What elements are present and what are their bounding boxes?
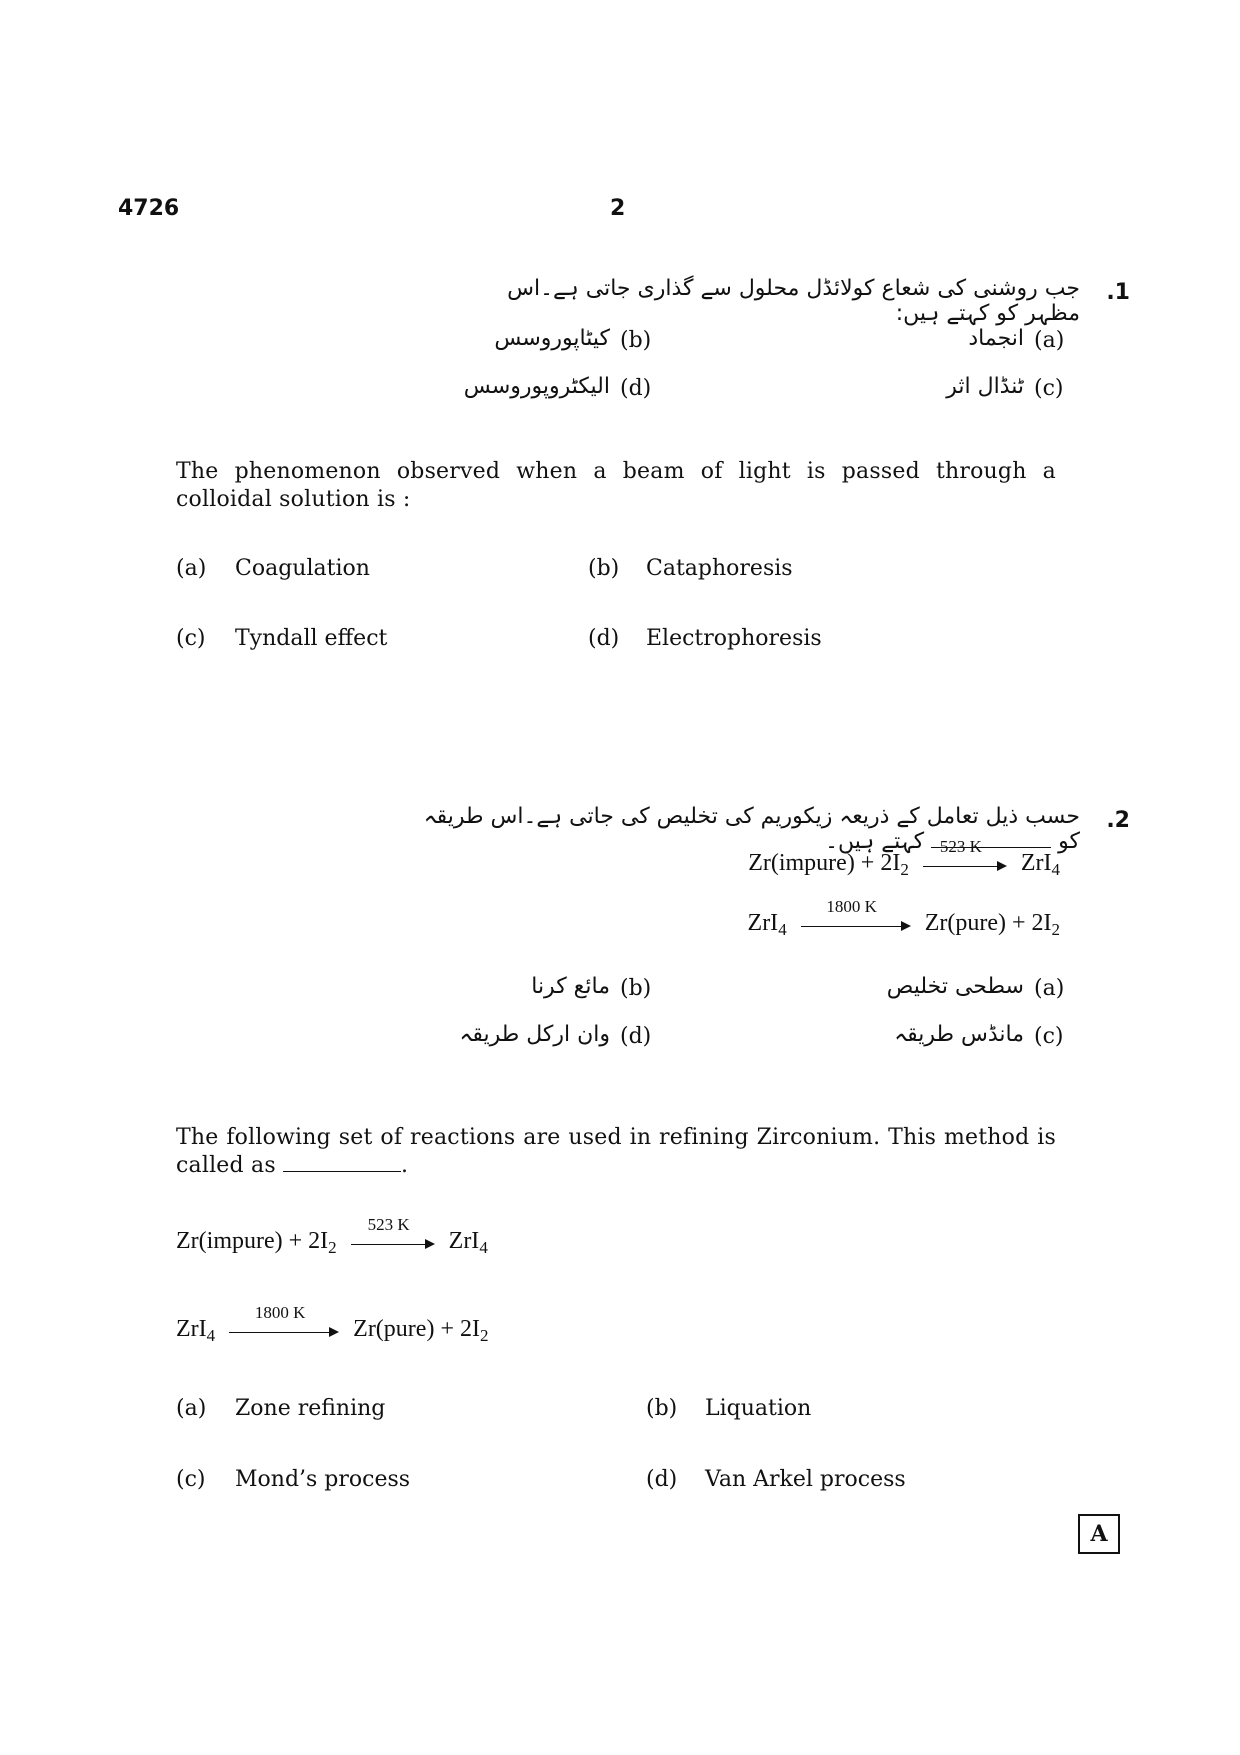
- q2-urdu-option-a-label: (a): [1034, 976, 1065, 1001]
- q2-reaction-2: ZrI$_4$ 1800 K Zr(pure) + $2I_2$: [176, 1303, 489, 1345]
- paper-code: 4726: [118, 196, 180, 221]
- reaction-arrow-icon: 1800 K: [229, 1323, 339, 1337]
- q1-option-d: Electrophoresis: [646, 626, 822, 651]
- q2-urdu-option-c-label: (c): [1034, 1024, 1064, 1049]
- q1-option-a-label: (a): [176, 556, 207, 581]
- q1-urdu-option-b: کیٹاپوروسس: [494, 326, 610, 351]
- booklet-code-box: A: [1078, 1514, 1120, 1554]
- q1-option-b-label: (b): [588, 556, 620, 581]
- q2-urdu-option-c: مانڈس طریقہ: [894, 1022, 1024, 1047]
- q2-urdu-reaction-2: ZrI$_4$ 1800 K Zr(pure) + $2I_2$: [747, 897, 1060, 939]
- q2-urdu-option-a: سطحی تخلیص: [886, 974, 1024, 999]
- q2-option-b-label: (b): [646, 1396, 678, 1421]
- q1-option-c: Tyndall effect: [235, 626, 388, 651]
- q1-urdu-option-c: ٹنڈال اثر: [946, 374, 1024, 399]
- reaction-arrow-icon: 523 K: [923, 857, 1007, 871]
- q2-urdu-option-b-label: (b): [620, 976, 652, 1001]
- q2-option-a: Zone refining: [235, 1396, 386, 1421]
- q2-urdu-reaction-1: Zr(impure) + $2I_2$ 523 K ZrI$_4$: [748, 837, 1060, 879]
- q2-option-b: Liquation: [705, 1396, 812, 1421]
- q1-urdu-question: جب روشنی کی شعاع کولائڈل محلول سے گذاری جاتی ہے۔اس مظہر کو کہتے ہیں:: [507, 276, 1080, 326]
- q2-english-question-main: The following set of reactions are used in refining Zirconium. This method is called as: [176, 1125, 1056, 1178]
- q1-english-question: The phenomenon observed when a beam of light is passed through a colloidal solution is :: [176, 459, 1056, 512]
- q2-option-d: Van Arkel process: [705, 1467, 906, 1492]
- q1-urdu-option-d: الیکٹروپوروسس: [463, 374, 610, 399]
- q2-english-blank: [283, 1153, 401, 1172]
- q1-urdu-option-a-label: (a): [1034, 328, 1065, 353]
- q2-urdu-question-part1: حسب ذیل تعامل کے ذریعہ زیکوریم کی تخلیص کی جاتی ہے۔اس طریقہ کو: [423, 804, 1080, 854]
- q2-option-c-label: (c): [176, 1467, 206, 1492]
- q2-urdu-option-d: وان ارکل طریقہ: [459, 1022, 610, 1047]
- q2-english-question: The following set of reactions are used in refining Zirconium. This method is called as .: [176, 1125, 1056, 1178]
- q1-urdu-option-d-label: (d): [620, 376, 652, 401]
- q1-option-d-label: (d): [588, 626, 620, 651]
- q1-urdu-option-c-label: (c): [1034, 376, 1064, 401]
- q1-urdu-option-a: انجماد: [968, 326, 1024, 351]
- q2-option-a-label: (a): [176, 1396, 207, 1421]
- reaction-arrow-icon: 1800 K: [801, 917, 911, 931]
- page-number: 2: [610, 196, 626, 221]
- q1-number: .1: [1106, 280, 1130, 305]
- q2-option-d-label: (d): [646, 1467, 678, 1492]
- q2-urdu-question-part2: کہتے ہیں۔: [825, 829, 925, 854]
- q2-urdu-option-d-label: (d): [620, 1024, 652, 1049]
- q2-reaction-1: Zr(impure) + $2I_2$ 523 K ZrI$_4$: [176, 1215, 488, 1257]
- reaction-arrow-icon: 523 K: [351, 1235, 435, 1249]
- q1-urdu-option-b-label: (b): [620, 328, 652, 353]
- q1-option-a: Coagulation: [235, 556, 370, 581]
- q1-option-b: Cataphoresis: [646, 556, 793, 581]
- q2-urdu-option-b: مائع کرنا: [531, 974, 610, 999]
- q2-number: .2: [1106, 808, 1130, 833]
- q1-option-c-label: (c): [176, 626, 206, 651]
- q2-option-c: Mond’s process: [235, 1467, 411, 1492]
